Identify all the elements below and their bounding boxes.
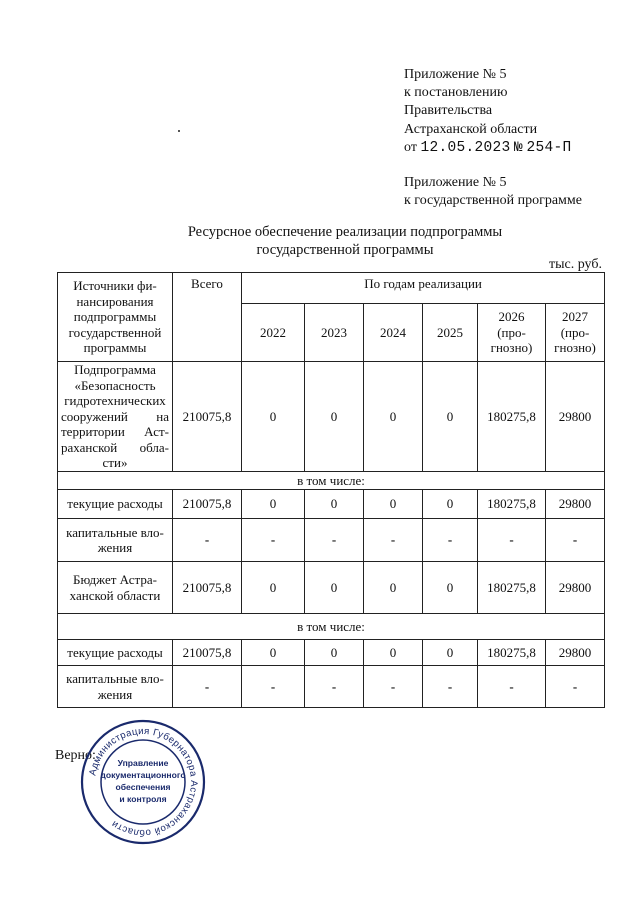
table-row [58,640,605,666]
cell-value: - [546,666,605,708]
header-sources: Источники фи- нансирования подпрограммы государственной программы [58,273,173,362]
cell-value: 29800 [546,562,605,614]
cell-value: 180275,8 [478,490,546,519]
table-row [58,519,605,562]
header-line: Астраханской области [404,121,538,137]
header-year: 2024 [364,304,423,362]
cell-value: 0 [423,362,478,472]
date-prefix: от [404,139,417,155]
cell-value: 0 [364,490,423,519]
cell-total: 210075,8 [173,362,242,472]
cell-value: - [242,666,305,708]
cell-value: 0 [242,640,305,666]
cell-value: 0 [364,640,423,666]
svg-text:Управление: Управление [117,758,169,768]
cell-value: 0 [423,490,478,519]
cell-value: - [478,519,546,562]
cell-value: 0 [364,562,423,614]
cell-value: 29800 [546,640,605,666]
title-line-2: государственной программы [256,242,434,258]
cell-value: - [364,666,423,708]
row-label-capital: капитальные вло- жения [58,519,173,562]
cell-value: 0 [305,490,364,519]
cell-value: - [423,519,478,562]
table-row [58,666,605,708]
cell-value: 0 [423,562,478,614]
cell-value: 180275,8 [478,640,546,666]
cell-total: - [173,519,242,562]
cell-value: 180275,8 [478,362,546,472]
cell-value: 0 [305,362,364,472]
cell-total: 210075,8 [173,562,242,614]
svg-text:документационного: документационного [100,770,186,780]
cell-total: 210075,8 [173,490,242,519]
row-label-current: текущие расходы [58,640,173,666]
table-row [58,471,605,490]
header-year-2026: 2026 (про- гнозно) [478,304,546,362]
cell-value: 0 [242,562,305,614]
cell-total: - [173,666,242,708]
header-line: Правительства [404,103,493,119]
header-year: 2023 [305,304,364,362]
cell-total: 210075,8 [173,640,242,666]
cell-value: 29800 [546,490,605,519]
program-appendix-line: к государственной программе [404,193,582,209]
table-row [58,490,605,519]
cell-value: 0 [242,490,305,519]
row-label-including: в том числе: [58,614,605,640]
row-label-including: в том числе: [58,471,605,490]
row-label-capital: капитальные вло- жения [58,666,173,708]
number-sign: № [513,139,523,156]
cell-value: - [242,519,305,562]
cell-value: 0 [364,362,423,472]
table-row [58,362,605,472]
svg-text:и контроля: и контроля [119,794,167,804]
title-line-1: Ресурсное обеспечение реализации подпрограммы [187,224,503,240]
resolution-date-line [404,139,582,157]
cell-value: 29800 [546,362,605,472]
units-label: тыс. руб. [549,257,602,272]
cell-value: 180275,8 [478,562,546,614]
cell-value: - [423,666,478,708]
table-row [58,614,605,640]
cell-value: 0 [305,640,364,666]
cell-value: 0 [242,362,305,472]
verno-label: Верно: [55,748,96,763]
cell-value: - [478,666,546,708]
stamp-center-text [100,758,185,804]
header-total: Всего [173,273,242,362]
cell-value: - [546,519,605,562]
header-years-group: По годам реализации [242,273,605,304]
table-row [58,562,605,614]
official-stamp [79,718,207,846]
row-label-budget: Бюджет Астра- ханской области [58,562,173,614]
resolution-date: 12.05.2023 [420,139,511,156]
resource-table [57,272,605,708]
appendix-header [404,66,582,210]
cell-value: - [364,519,423,562]
cell-value: - [305,666,364,708]
svg-text:обеспечения: обеспечения [115,782,171,792]
cell-value: - [305,519,364,562]
header-line: к постановлению [404,85,508,101]
header-year: 2022 [242,304,305,362]
header-year-2027: 2027 (про- гнозно) [546,304,605,362]
cell-value: 0 [305,562,364,614]
row-label-current: текущие расходы [58,490,173,519]
resolution-number: 254-П [526,139,572,156]
stamp-ring-text: Администрация Губернатора Астраханской области [87,725,200,839]
program-appendix-line: Приложение № 5 [404,175,507,191]
document-title [150,223,540,259]
header-line: Приложение № 5 [404,67,507,82]
row-label-subprogram: Подпрограмма «Безопасность гидротехнических сооружений на территории Аст- раханской обла- сти» [58,362,173,472]
scan-speck [178,130,180,132]
header-year: 2025 [423,304,478,362]
cell-value: 0 [423,640,478,666]
